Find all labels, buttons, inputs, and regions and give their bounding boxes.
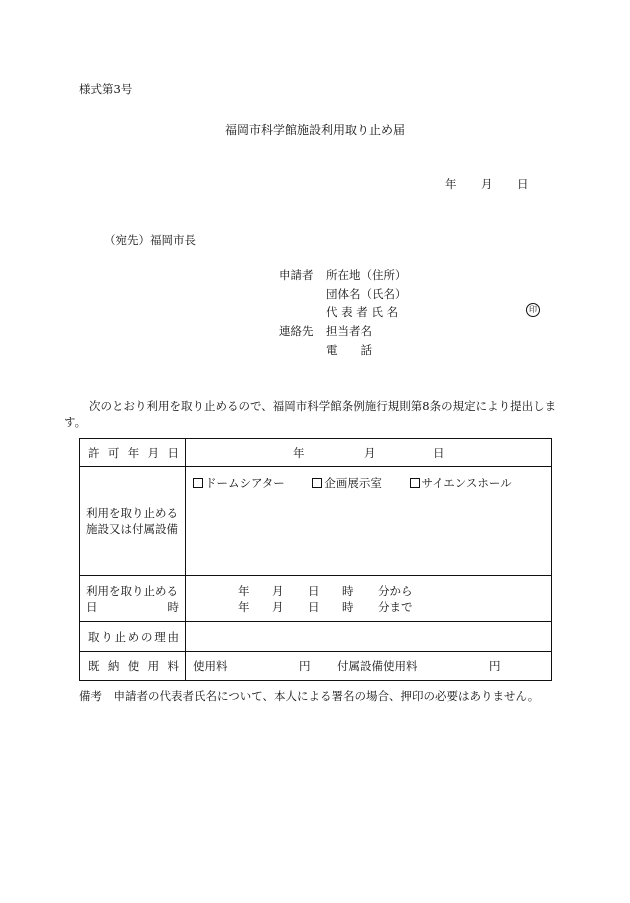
permit-date-field[interactable]: 年 月 日	[186, 439, 552, 467]
applicant-label: 申請者	[279, 268, 314, 282]
submission-date	[445, 176, 529, 192]
reason-field[interactable]	[186, 622, 552, 652]
paid-fee-field[interactable]	[186, 652, 552, 681]
date-day: 日	[517, 177, 529, 191]
date-year: 年	[445, 177, 457, 191]
equipment-fee-unit: 円	[489, 659, 501, 673]
applicant-representative: 代 表 者 氏 名	[326, 305, 399, 319]
form-number: 様式第3号	[79, 82, 133, 96]
paid-fee-label: 既 納 使 用 料	[80, 652, 186, 681]
datetime-from: 年 月 日 時 分から	[238, 583, 413, 598]
facility-dome-theater[interactable]: ドームシアター	[193, 476, 285, 490]
checkbox-icon[interactable]	[410, 478, 420, 488]
datetime-to: 年 月 日 時 分まで	[238, 599, 413, 614]
facility-science-hall[interactable]: サイエンスホール	[410, 476, 512, 490]
datetime-label: 利用を取り止める 日 時	[80, 576, 186, 622]
person-in-charge: 担当者名	[326, 324, 372, 338]
cancellation-table	[79, 438, 552, 681]
datetime-field[interactable]	[186, 576, 552, 622]
checkbox-icon[interactable]	[312, 478, 322, 488]
applicant-organization: 団体名（氏名）	[326, 287, 407, 301]
remarks-note: 備考 申請者の代表者氏名について、本人による署名の場合、押印の必要はありません。	[79, 689, 540, 703]
usage-fee-unit: 円	[299, 659, 311, 673]
contact-label: 連絡先	[279, 324, 314, 338]
date-month: 月	[481, 177, 493, 191]
reason-label: 取 り 止 め の 理 由	[80, 622, 186, 652]
equipment-fee-label: 付属設備使用料	[337, 659, 418, 673]
phone-label: 電 話	[326, 343, 372, 357]
statement: 次のとおり利用を取り止めるので、福岡市科学館条例施行規則第8条の規定により提出します。	[64, 399, 557, 429]
facility-label: 利用を取り止める 施設又は付属設備	[80, 467, 186, 576]
seal-mark: 印	[526, 303, 540, 317]
checkbox-icon[interactable]	[193, 478, 203, 488]
permit-date-label: 許 可 年 月 日	[80, 439, 186, 467]
applicant-address: 所在地（住所）	[326, 268, 407, 282]
facility-options	[186, 467, 552, 576]
facility-exhibition-room[interactable]: 企画展示室	[312, 476, 382, 490]
document-title: 福岡市科学館施設利用取り止め届	[224, 123, 405, 137]
addressee: （宛先）福岡市長	[104, 233, 196, 247]
usage-fee-label: 使用料	[193, 659, 228, 673]
